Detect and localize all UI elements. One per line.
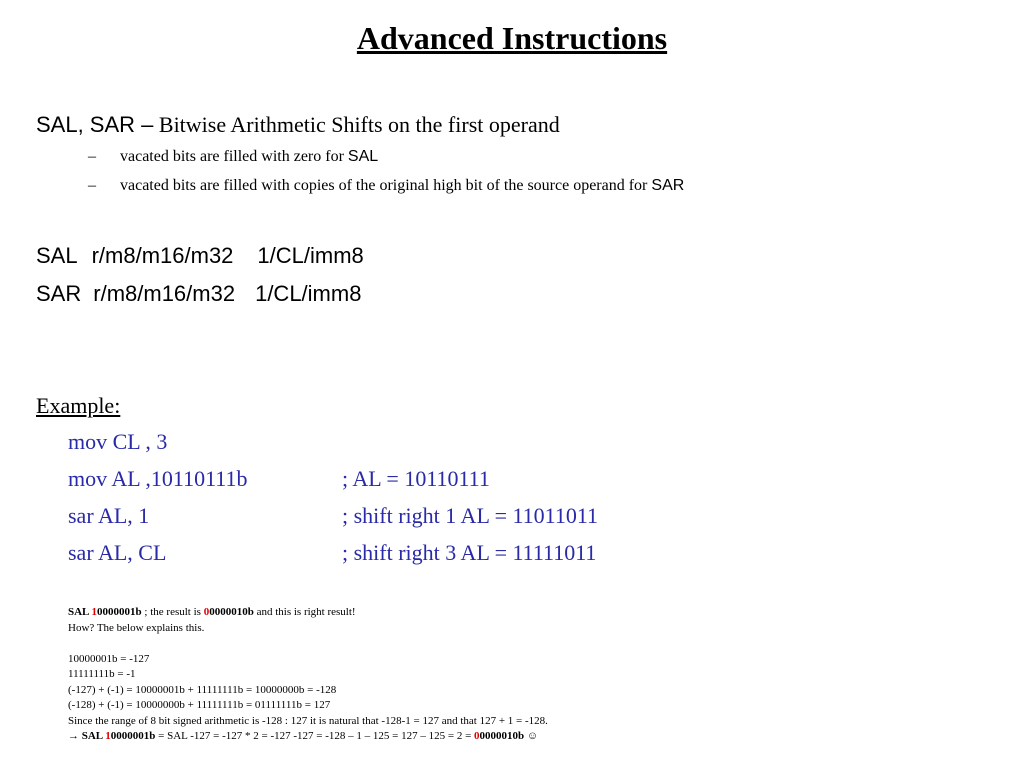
arrow-icon: →: [68, 730, 79, 742]
bullet-item: [88, 177, 684, 195]
note-line-3: 10000001b = -127: [68, 653, 150, 665]
note-line-8: [68, 729, 538, 745]
syntax-count: 1/CL/imm8: [257, 243, 364, 268]
note-sal: SAL: [68, 606, 92, 618]
bullet-text: vacated bits are filled with copies of the original high bit of the source operand for: [120, 177, 652, 194]
note-line-5: (-127) + (-1) = 10000001b + 11111111b = 10000000b = -128: [68, 684, 337, 696]
note-text: ; the result is: [141, 606, 204, 618]
intro-line: [36, 112, 560, 138]
syntax-line-sal: [36, 243, 364, 269]
intro-description: Bitwise Arithmetic Shifts on the first operand: [153, 112, 560, 137]
note-operand: 0000001b: [110, 730, 156, 742]
slide-title: Advanced Instructions: [356, 20, 668, 56]
note-result-high-bit: 0: [474, 730, 480, 742]
code-instruction: sar AL, CL: [68, 540, 167, 565]
note-result: 0000010b: [209, 606, 254, 618]
note-sal: SAL: [79, 730, 106, 742]
code-comment: ; AL = 10110111: [342, 466, 490, 491]
note-line-4: 11111111b = -1: [68, 668, 136, 680]
bullet-dash: –: [88, 148, 96, 165]
bullet-text: vacated bits are filled with zero for: [120, 148, 348, 165]
syntax-mnemonic: SAR: [36, 281, 82, 306]
syntax-line-sar: [36, 281, 361, 307]
syntax-operand: r/m8/m16/m32: [91, 243, 234, 268]
bullet-item: [88, 148, 378, 166]
syntax-count: 1/CL/imm8: [255, 281, 362, 306]
intro-instructions: SAL, SAR –: [36, 112, 154, 137]
smiley-icon: ☺: [524, 730, 539, 742]
code-instruction: mov CL , 3: [68, 429, 168, 454]
note-line-1: [68, 605, 356, 621]
code-comment: ; shift right 1 AL = 11011011: [342, 503, 599, 528]
example-label: Example:: [36, 393, 121, 418]
code-instruction: sar AL, 1: [68, 503, 150, 528]
note-line-6: (-128) + (-1) = 10000000b + 11111111b = 01111111b = 127: [68, 699, 331, 711]
bullet-instruction: SAL: [347, 148, 379, 165]
note-high-bit: 1: [91, 606, 98, 618]
bullet-dash: –: [88, 177, 96, 194]
note-high-bit: 1: [105, 730, 111, 742]
note-text: = SAL -127 = -127 * 2 = -127 -127 = -128 – 1 – 125 = 127 – 125 = 2 =: [155, 730, 475, 742]
code-comment: ; shift right 3 AL = 11111011: [342, 540, 597, 565]
syntax-mnemonic: SAL: [36, 243, 78, 268]
note-line-7: Since the range of 8 bit signed arithmetic is -128 : 127 it is natural that -128-1 = 127 and that 127 + 1 = -128.: [68, 715, 548, 727]
syntax-operand: r/m8/m16/m32: [93, 281, 236, 306]
note-text: and this is right result!: [253, 606, 356, 618]
note-result: 0000010b: [479, 730, 525, 742]
code-instruction: mov AL ,10110111b: [68, 466, 248, 491]
note-operand: 0000001b: [97, 606, 142, 618]
note-line-2: How? The below explains this.: [68, 622, 205, 634]
note-result-high-bit: 0: [203, 606, 210, 618]
bullet-instruction: SAR: [651, 177, 685, 194]
